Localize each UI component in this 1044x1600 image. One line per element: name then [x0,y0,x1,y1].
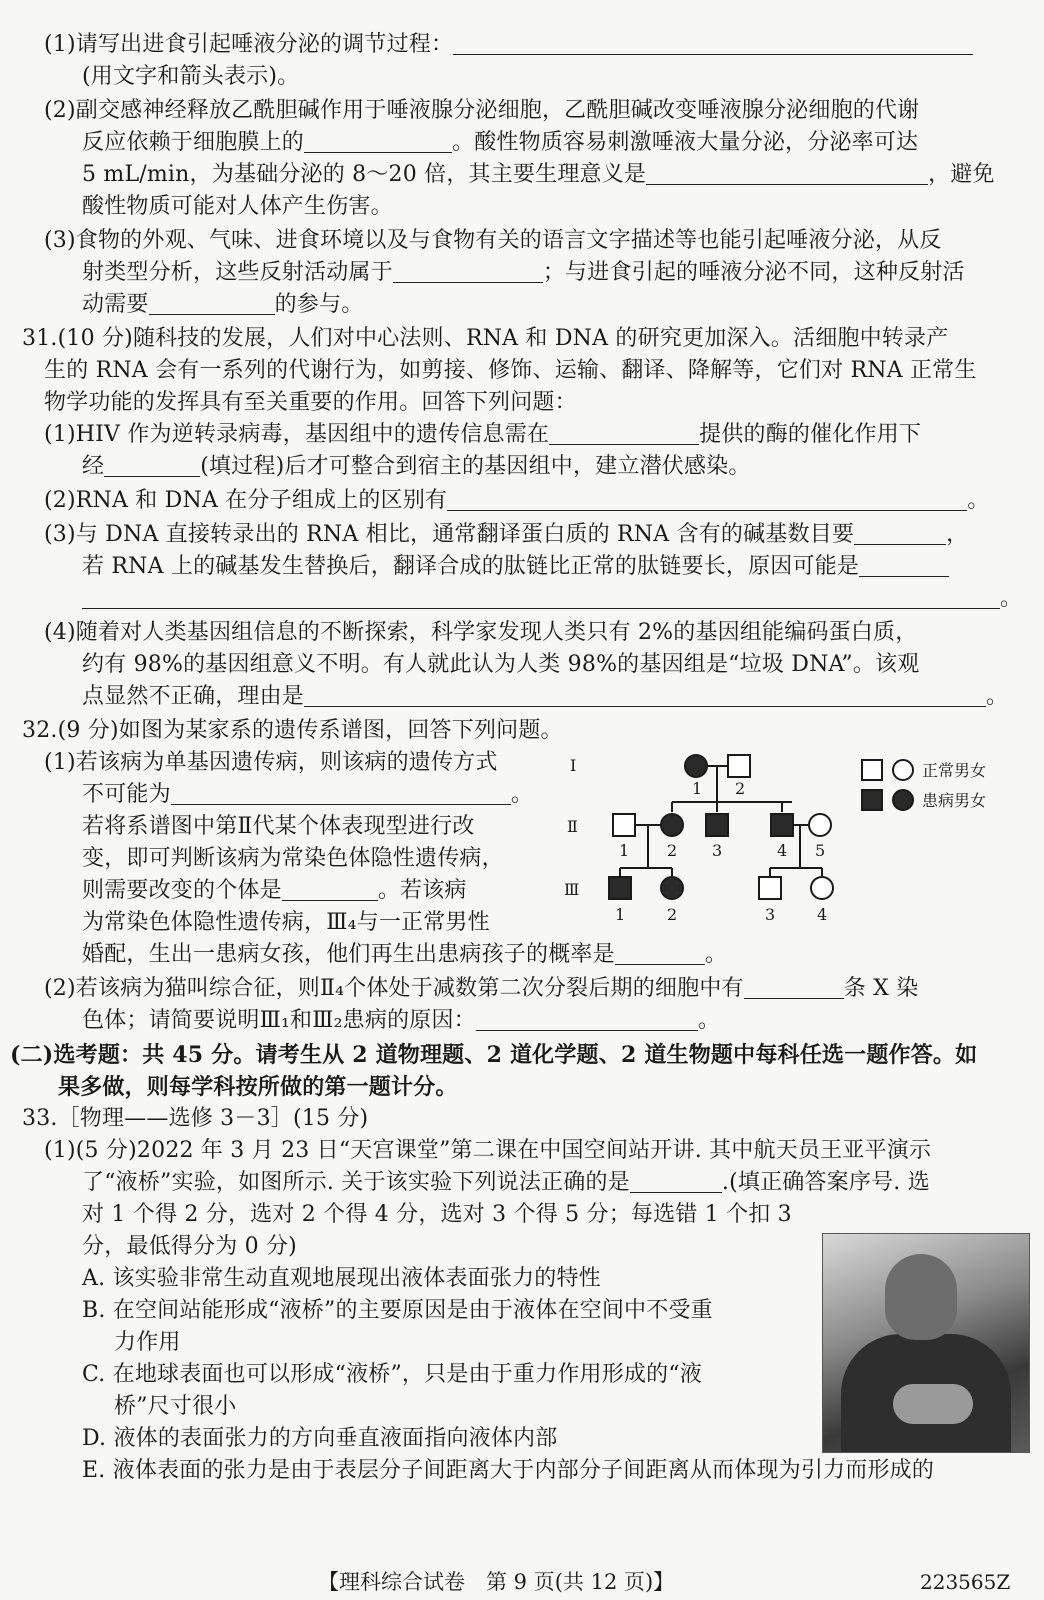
answer-blank[interactable] [304,684,986,707]
q31-part4-line3 [82,682,1008,712]
q32-part1-text-c: 则需要改变的个体是 [82,878,282,903]
q33-option-e: E. 液体表面的张力是由于表层分子间距离大于内部分子间距离从而体现为引力而形成的 [82,1458,935,1483]
answer-blank[interactable] [282,878,378,901]
legend-normal-label: 正常男女 [922,761,987,780]
pedigree-III1-affected-male [609,877,631,899]
q30-part3-line2 [82,258,965,288]
pedigree-II4-affected-male [771,814,793,836]
q32-part1-line5 [82,876,467,906]
pedigree-III2-affected-female [661,877,683,899]
q32-part1-text-e: 婚配，生出一患病女孩，他们再生出患病孩子的概率是 [82,942,615,967]
answer-blank[interactable] [859,554,949,577]
q33-option-a: A. 该实验非常生动直观地展现出液体表面张力的特性 [82,1266,601,1291]
q31-part3-line2 [82,552,949,582]
pedigree-num: 2 [667,905,678,924]
q32-part1-line4: 变，即可判断该病为常染色体隐性遗传病， [82,846,504,871]
q32-part1-text-a: 不可能为 [82,782,171,807]
q30-part3-text-b: ；与进食引起的唾液分泌不同，这种反射活 [542,260,965,285]
q31-part1-text-d: (填过程)后才可整合到宿主的基因组中，建立潜伏感染。 [200,454,751,479]
q33-part1-line1: (1)(5 分)2022 年 3 月 23 日“天宫课堂”第二课在中国空间站开讲. 其中航天员王亚平演示 [44,1138,932,1163]
q30-part2-text-d: ，避免 [928,162,995,187]
photo-astronaut-head [885,1254,957,1340]
pedigree-num: 3 [712,841,723,860]
pedigree-III3-normal-male [759,877,781,899]
pedigree-num: 1 [692,779,703,798]
q32-part1-text-d: 。若该病 [377,878,467,903]
q31-part1-text-a: (1)HIV 作为逆转录病毒，基因组中的遗传信息需在 [44,422,550,447]
q33-part1-text-a: 了“液桥”实验，如图所示. 关于该实验下列说法正确的是 [82,1170,630,1195]
answer-blank[interactable] [104,454,200,477]
gen-label-I: Ⅰ [570,756,577,775]
pedigree-II1-normal-male [613,814,635,836]
q31-part2-end: 。 [967,488,990,513]
photo-liquid-bridge [893,1384,973,1424]
answer-blank[interactable] [82,586,1000,609]
q31-part3-text-c: 若 RNA 上的碱基发生替换后，翻译合成的肽链比正常的肽链要长，原因可能是 [82,554,860,579]
gen-label-III: Ⅲ [564,880,580,899]
q32-part1-text-f: 。 [704,942,728,967]
q33-part1-line2 [82,1168,930,1198]
answer-blank[interactable] [630,1170,722,1193]
pedigree-num: 1 [619,841,630,860]
paper-code: 223565Z [920,1570,1011,1594]
q33-part1-line3: 对 1 个得 2 分，选对 2 个得 4 分，选对 3 个得 5 分；每选错 1 个扣 3 [82,1202,792,1227]
q33-option-c-line1: C. 在地球表面也可以形成“液桥”，只是由于重力作用形成的“液 [82,1362,702,1387]
q30-part3-line1: (3)食物的外观、气味、进食环境以及与食物有关的语言文字描述等也能引起唾液分泌，从反 [44,228,942,253]
answer-blank[interactable] [149,292,275,315]
q30-part1-line1 [44,30,973,60]
q31-part3-end: 。 [1000,586,1023,611]
legend-normal-male-icon [862,760,882,780]
pedigree-num: 2 [667,841,678,860]
q33-part1-text-b: .(填正确答案序号. 选 [721,1170,930,1195]
answer-blank[interactable] [476,1008,698,1031]
q31-part3-line1 [44,520,968,550]
answer-blank[interactable] [744,976,844,999]
q32-part1-line6: 为常染色体隐性遗传病，Ⅲ₄与一正常男性 [82,910,490,935]
q33-option-b-line2: 力作用 [114,1330,181,1355]
pedigree-I2-normal-male [728,755,750,777]
answer-blank[interactable] [854,522,946,545]
legend-normal-female-icon [893,760,913,780]
q32-part2-text-c: 色体；请简要说明Ⅲ₁和Ⅲ₂患病的原因： [82,1008,476,1033]
legend-affected-female-icon [893,790,913,810]
q30-part2-text-c: 5 mL/min，为基础分泌的 8～20 倍，其主要生理意义是 [82,162,647,187]
q30-part3-text-a: 射类型分析，这些反射活动属于 [82,260,393,285]
q30-part2-line4: 酸性物质可能对人体产生伤害。 [82,194,393,219]
q31-part1-line1 [44,420,921,450]
section2-line2: 果多做，则每学科按所做的第一题计分。 [58,1074,458,1100]
legend-affected-male-icon [862,790,882,810]
pedigree-num: 3 [765,905,776,924]
q31-part3-line3 [82,584,1022,614]
answer-blank[interactable] [549,422,699,445]
q30-part2-line3 [82,160,995,190]
q31-part3-text-a: (3)与 DNA 直接转录出的 RNA 相比，通常翻译蛋白质的 RNA 含有的碱基数目要 [44,522,855,547]
section2-line1: (二)选考题：共 45 分。请考生从 2 道物理题、2 道化学题、2 道生物题中每科任选一题作答。如 [10,1042,978,1068]
pedigree-II3-affected-male [706,814,728,836]
q31-part4-end: 。 [986,684,1009,709]
q31-part3-text-b: ， [946,522,969,547]
answer-blank[interactable] [304,130,452,153]
pedigree-num: 1 [615,905,626,924]
pedigree-II5-normal-female [809,814,831,836]
q30-part2-line2 [82,128,918,158]
q31-part1-text-b: 提供的酶的催化作用下 [699,422,922,447]
q33-option-b-line1: B. 在空间站能形成“液桥”的主要原因是由于液体在空间中不受重 [82,1298,713,1323]
q32-part1-text-b: 。 [510,782,534,807]
q30-part2-line1: (2)副交感神经释放乙酰胆碱作用于唾液腺分泌细胞，乙酰胆碱改变唾液腺分泌细胞的代谢 [44,98,920,123]
q32-part2-text-a: (2)若该病为猫叫综合征，则Ⅱ₄个体处于减数第二次分裂后期的细胞中有 [44,976,744,1001]
q31-stem-line1: 31.(10 分)随科技的发展，人们对中心法则、RNA 和 DNA 的研究更加深入。活细胞中转录产 [22,326,949,351]
q32-part1-line2 [82,780,533,810]
pedigree-diagram [560,750,1030,950]
q33-option-d: D. 液体的表面张力的方向垂直液面指向液体内部 [82,1426,558,1451]
q31-part2-text: (2)RNA 和 DNA 在分子组成上的区别有 [44,488,448,513]
pedigree-III4-normal-female [811,877,833,899]
q33-part1-line4: 分，最低得分为 0 分) [82,1234,297,1259]
q31-part1-text-c: 经 [82,454,105,479]
q31-part2-line [44,486,989,516]
q31-part4-text: 点显然不正确，理由是 [82,684,305,709]
q30-part1-text: (1)请写出进食引起唾液分泌的调节过程： [44,32,454,57]
q30-part3-text-c: 动需要 [82,292,149,317]
q30-part3-text-d: 的参与。 [274,292,364,317]
answer-blank[interactable] [171,782,511,805]
q30-part2-text-a: 反应依赖于细胞膜上的 [82,130,305,155]
q30-part1-line2: (用文字和箭头表示)。 [82,64,300,89]
q32-part2-text-b: 条 X 染 [843,976,919,1001]
answer-blank[interactable] [453,32,973,55]
answer-blank[interactable] [447,488,967,511]
q33-option-c-line2: 桥”尺寸很小 [114,1394,237,1419]
q32-part2-line2 [82,1006,720,1036]
q31-part1-line2 [82,452,751,482]
q31-part4-line2: 约有 98%的基因组意义不明。有人就此认为人类 98%的基因组是“垃圾 DNA”。该观 [82,652,920,677]
q32-part2-line1 [44,974,918,1004]
page-footer: 【理科综合试卷 第 9 页(共 12 页)】 [318,1570,675,1594]
pedigree-num: 5 [815,841,826,860]
answer-blank[interactable] [393,260,543,283]
legend-affected-label: 患病男女 [922,791,987,810]
pedigree-num: 2 [735,779,746,798]
liquid-bridge-photo [822,1233,1030,1453]
q33-title: 33.［物理——选修 3－3］(15 分) [22,1106,369,1131]
q32-stem: 32.(9 分)如图为某家系的遗传系谱图，回答下列问题。 [22,718,563,743]
pedigree-II2-affected-female [661,814,683,836]
q31-part4-line1: (4)随着对人类基因组信息的不断探索，科学家发现人类只有 2%的基因组能编码蛋白质， [44,620,918,645]
q32-part1-line3: 若将系谱图中第Ⅱ代某个体表现型进行改 [82,814,475,839]
q30-part3-line3 [82,290,363,320]
q32-part1-line1: (1)若该病为单基因遗传病，则该病的遗传方式 [44,750,498,775]
q31-stem-line3: 物学功能的发挥具有至关重要的作用。回答下列问题： [44,390,577,415]
q32-part2-text-d: 。 [697,1008,721,1033]
pedigree-num: 4 [817,905,828,924]
q30-part2-text-b: 。酸性物质容易刺激唾液大量分泌，分泌率可达 [452,130,919,155]
q31-stem-line2: 生的 RNA 会有一系列的代谢行为，如剪接、修饰、运输、翻译、降解等，它们对 RNA 正常生 [44,358,977,383]
answer-blank[interactable] [646,162,928,185]
gen-label-II: Ⅱ [567,817,578,836]
pedigree-I1-affected-female [685,755,707,777]
pedigree-num: 4 [777,841,788,860]
